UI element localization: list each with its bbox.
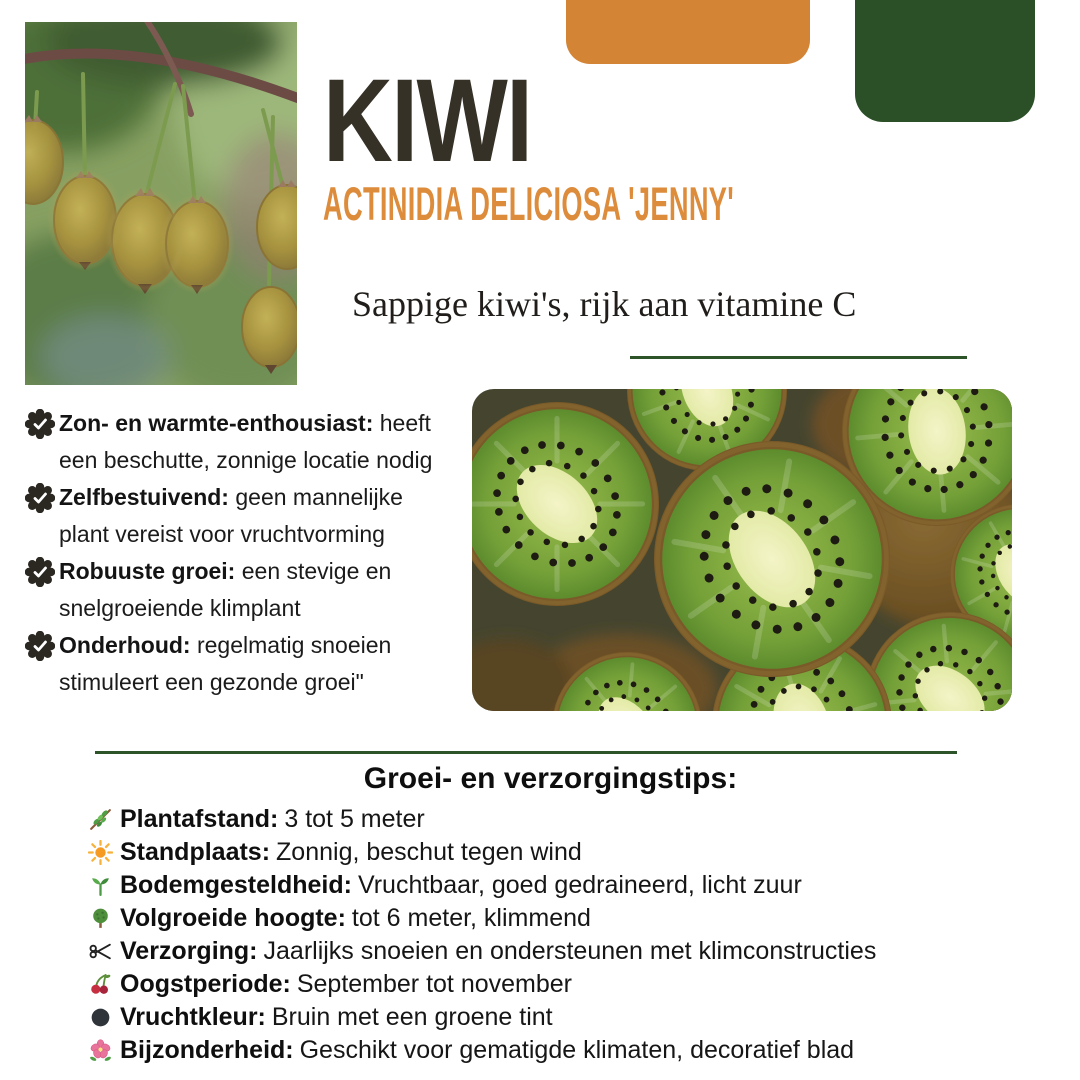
tip-text: Bijzonderheid: Geschikt voor gematigde klimaten, decoratief blad — [120, 1036, 855, 1064]
feature-text: Robuuste groei: een stevige en snelgroeiende klimplant — [59, 558, 392, 621]
tagline: Sappige kiwi's, rijk aan vitamine C — [352, 284, 857, 324]
feature-list — [25, 405, 453, 701]
feature-text: Zelfbestuivend: geen mannelijke plant vereist voor vruchtvorming — [59, 484, 403, 547]
check-badge-icon — [25, 631, 55, 661]
tip-row — [88, 803, 1013, 836]
tree-icon — [88, 906, 113, 931]
check-badge-icon — [25, 483, 55, 513]
feature-item — [25, 553, 453, 627]
feature-text: Zon- en warmte-enthousiast: heeft een beschutte, zonnige locatie nodig — [59, 410, 433, 473]
tip-row — [88, 935, 1013, 968]
check-badge-icon — [25, 409, 55, 439]
tip-row — [88, 968, 1013, 1001]
feature-item — [25, 405, 453, 479]
tip-text: Verzorging: Jaarlijks snoeien en ondersteunen met klimconstructies — [120, 937, 877, 965]
tagline-underline — [630, 356, 967, 359]
seedling-icon — [88, 873, 113, 898]
green-rounded-shape — [855, 0, 1035, 122]
scissors-icon — [88, 939, 113, 964]
black-circle-icon — [88, 1005, 113, 1030]
tip-text: Standplaats: Zonnig, beschut tegen wind — [120, 838, 582, 866]
cherries-icon — [88, 972, 113, 997]
kiwi-slices-photo — [472, 389, 1012, 711]
tips-section — [88, 762, 1013, 1067]
botanical-name: ACTINIDIA DELICIOSA 'JENNY' — [323, 177, 735, 230]
herb-icon — [88, 807, 113, 832]
tip-text: Volgroeide hoogte: tot 6 meter, klimmend — [120, 904, 591, 932]
tip-row — [88, 902, 1013, 935]
check-badge-icon — [25, 557, 55, 587]
tips-heading: Groei- en verzorgingstips: — [363, 762, 738, 795]
tip-row — [88, 1001, 1013, 1034]
tip-row — [88, 836, 1013, 869]
tip-row — [88, 869, 1013, 902]
tip-text: Bodemgesteldheid: Vruchtbaar, goed gedraineerd, licht zuur — [120, 871, 802, 899]
hibiscus-icon — [88, 1038, 113, 1063]
section-divider — [95, 751, 957, 754]
tip-text: Plantafstand: 3 tot 5 meter — [120, 805, 425, 833]
feature-item — [25, 627, 453, 701]
page-title: KIWI — [323, 55, 532, 187]
tip-text: Vruchtkleur: Bruin met een groene tint — [120, 1003, 553, 1031]
kiwi-vine-photo — [25, 22, 297, 385]
feature-text: Onderhoud: regelmatig snoeien stimuleert een gezonde groei" — [59, 632, 392, 695]
sun-icon — [88, 840, 113, 865]
orange-rounded-shape — [566, 0, 810, 64]
tip-text: Oogstperiode: September tot november — [120, 970, 572, 998]
kiwi-slices-illustration — [472, 389, 1012, 711]
kiwi-vine-illustration — [25, 22, 297, 385]
tip-row — [88, 1034, 1013, 1067]
feature-item — [25, 479, 453, 553]
